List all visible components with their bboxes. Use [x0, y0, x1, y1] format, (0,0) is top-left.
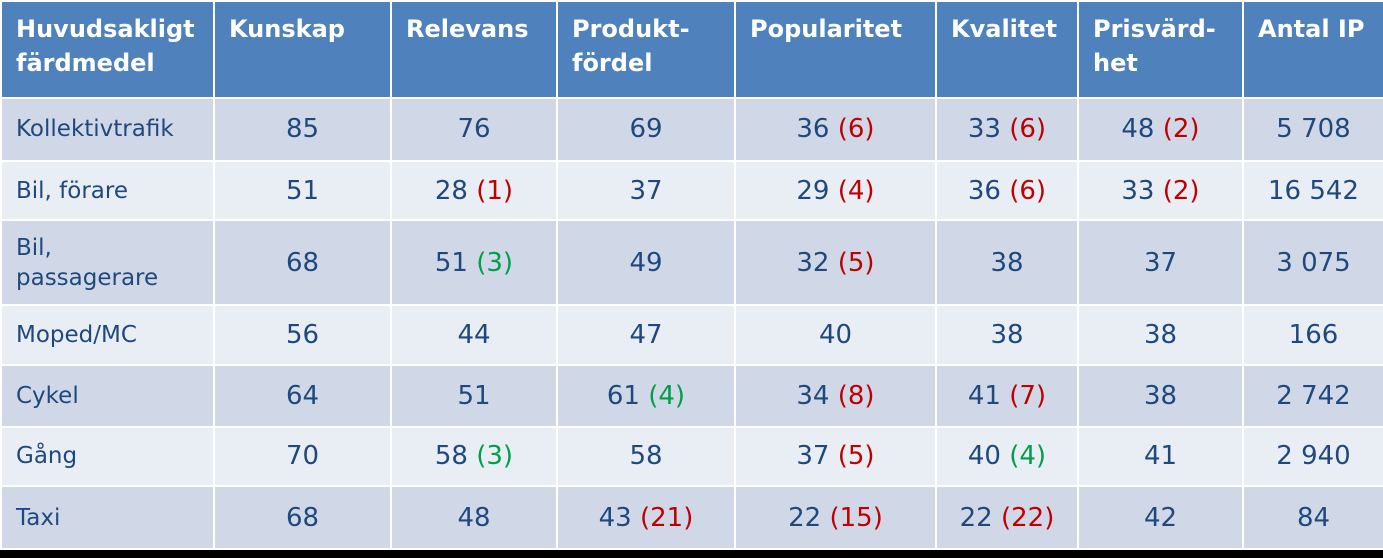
column-header-text: Relevans	[406, 15, 529, 43]
table-cell	[214, 161, 391, 221]
cell-value: 41	[967, 380, 1001, 411]
column-header-text: Produkt-	[572, 15, 690, 43]
cell-note: (7)	[1009, 380, 1047, 411]
cell-value: 38	[1143, 380, 1178, 411]
cell-value: 37	[1143, 247, 1178, 278]
cell-value: 41	[1143, 441, 1178, 472]
table-cell	[1243, 486, 1383, 549]
column-header-text: Popularitet	[750, 15, 903, 43]
table-cell	[735, 305, 936, 365]
cell-note: (4)	[837, 175, 875, 206]
table-cell	[1078, 486, 1243, 549]
cell-value: 58	[629, 441, 663, 472]
table-cell	[391, 161, 557, 221]
table-cell	[391, 486, 557, 549]
cell-value: 36	[967, 175, 1001, 206]
cell-value: 38	[1143, 320, 1178, 351]
cell-note: (8)	[837, 380, 875, 411]
table-cell	[557, 365, 735, 427]
cell-value: 64	[285, 380, 320, 411]
table-cell	[1243, 305, 1383, 365]
table-cell	[936, 98, 1078, 161]
table-cell	[214, 98, 391, 161]
table-cell	[1078, 305, 1243, 365]
table-cell	[936, 305, 1078, 365]
cell-value: 33	[1121, 175, 1155, 206]
table-row	[1, 220, 1383, 305]
cell-value: 51	[285, 175, 320, 206]
column-header-text: Huvudsakligt	[16, 15, 195, 43]
row-label-text: Cykel	[16, 382, 79, 409]
cell-value: 51	[457, 380, 491, 411]
row-label-text: Kollektivtrafik	[16, 116, 174, 143]
cell-value: 2 940	[1276, 441, 1351, 472]
table-row	[1, 161, 1383, 221]
column-header-1	[214, 1, 391, 98]
cell-value: 34	[796, 380, 830, 411]
cell-note: (6)	[1009, 175, 1047, 206]
cell-value: 48	[457, 502, 491, 533]
cell-note: (5)	[837, 247, 875, 278]
table-cell	[1243, 220, 1383, 305]
cell-value: 56	[285, 320, 320, 351]
cell-value: 37	[796, 441, 830, 472]
row-label	[1, 220, 214, 305]
table-cell	[1078, 220, 1243, 305]
cell-value: 42	[1143, 502, 1178, 533]
column-header-text: färdmedel	[16, 49, 155, 77]
cell-note: (4)	[1009, 441, 1047, 472]
column-header-text: Antal IP	[1258, 15, 1365, 43]
cell-value: 36	[796, 114, 830, 145]
table-cell	[214, 486, 391, 549]
column-header-5	[936, 1, 1078, 98]
column-header-text: Prisvärd-	[1093, 15, 1216, 43]
row-label-text: Bil,	[16, 234, 52, 261]
row-label-text: Bil, förare	[16, 177, 129, 204]
row-label	[1, 305, 214, 365]
table-row	[1, 365, 1383, 427]
column-header-text: fördel	[572, 49, 653, 77]
table-row	[1, 98, 1383, 161]
cell-value: 70	[285, 441, 320, 472]
table-cell	[1078, 161, 1243, 221]
table-cell	[735, 161, 936, 221]
row-label-text: Gång	[16, 443, 78, 470]
table-cell	[214, 220, 391, 305]
row-label	[1, 365, 214, 427]
table-cell	[936, 427, 1078, 487]
table-cell	[214, 305, 391, 365]
table-cell	[1078, 427, 1243, 487]
table-cell	[214, 365, 391, 427]
column-header-2	[391, 1, 557, 98]
cell-value: 85	[285, 114, 320, 145]
column-header-text: Kunskap	[229, 15, 345, 43]
cell-note: (6)	[837, 114, 875, 145]
cell-value: 68	[285, 247, 320, 278]
cell-note: (22)	[1000, 502, 1055, 533]
table-cell	[391, 305, 557, 365]
cell-note: (2)	[1162, 114, 1200, 145]
column-header-7	[1243, 1, 1383, 98]
row-label	[1, 427, 214, 487]
table-cell	[557, 427, 735, 487]
cell-value: 22	[788, 502, 822, 533]
table-cell	[1243, 427, 1383, 487]
cell-value: 48	[1121, 114, 1155, 145]
table-cell	[391, 98, 557, 161]
cell-note: (5)	[837, 441, 875, 472]
table-cell	[557, 161, 735, 221]
table-cell	[936, 486, 1078, 549]
cell-value: 28	[434, 175, 468, 206]
row-label-text: Taxi	[16, 504, 61, 531]
table-cell	[735, 427, 936, 487]
cell-value: 32	[796, 247, 830, 278]
table-cell	[557, 220, 735, 305]
cell-value: 47	[629, 320, 663, 351]
cell-value: 33	[967, 114, 1001, 145]
table-row	[1, 427, 1383, 487]
table-cell	[391, 365, 557, 427]
cell-value: 43	[598, 502, 632, 533]
cell-note: (3)	[476, 441, 514, 472]
cell-value: 22	[959, 502, 993, 533]
cell-note: (6)	[1009, 114, 1047, 145]
cell-note: (3)	[476, 247, 514, 278]
table-row	[1, 305, 1383, 365]
cell-value: 38	[990, 320, 1024, 351]
table-cell	[735, 220, 936, 305]
cell-value: 37	[629, 175, 663, 206]
cell-value: 68	[285, 502, 320, 533]
table-cell	[936, 161, 1078, 221]
cell-note: (1)	[476, 175, 514, 206]
table-cell	[391, 427, 557, 487]
cell-value: 40	[818, 320, 853, 351]
cell-value: 61	[606, 380, 640, 411]
cell-value: 5 708	[1276, 114, 1351, 145]
cell-value: 49	[629, 247, 663, 278]
cell-value: 69	[629, 114, 663, 145]
column-header-text: Kvalitet	[951, 15, 1058, 43]
cell-value: 76	[457, 114, 491, 145]
table-cell	[735, 365, 936, 427]
table-cell	[214, 427, 391, 487]
table-cell	[1243, 161, 1383, 221]
cell-note: (15)	[829, 502, 883, 533]
table-cell	[1078, 98, 1243, 161]
table-cell	[557, 98, 735, 161]
row-label-text: Moped/MC	[16, 322, 137, 349]
cell-value: 166	[1288, 320, 1339, 351]
table-cell	[735, 486, 936, 549]
row-label-text: passagerare	[16, 264, 159, 291]
table-cell	[1243, 98, 1383, 161]
cell-value: 29	[796, 175, 830, 206]
cell-note: (2)	[1162, 175, 1200, 206]
cell-value: 40	[967, 441, 1001, 472]
table-cell	[735, 98, 936, 161]
cell-value: 3 075	[1276, 247, 1351, 278]
cell-value: 38	[990, 247, 1024, 278]
column-header-0	[1, 1, 214, 98]
column-header-text: het	[1093, 49, 1138, 77]
cell-value: 16 542	[1268, 175, 1359, 206]
header-row	[1, 1, 1383, 98]
table-cell	[557, 305, 735, 365]
cell-value: 51	[434, 247, 468, 278]
cell-note: (21)	[639, 502, 694, 533]
cell-value: 44	[457, 320, 491, 351]
row-label	[1, 98, 214, 161]
table-cell	[557, 486, 735, 549]
table-cell	[391, 220, 557, 305]
table-cell	[1078, 365, 1243, 427]
row-label	[1, 486, 214, 549]
column-header-4	[735, 1, 936, 98]
cell-value: 2 742	[1276, 380, 1351, 411]
cell-value: 84	[1296, 502, 1331, 533]
table-cell	[936, 365, 1078, 427]
column-header-3	[557, 1, 735, 98]
column-header-6	[1078, 1, 1243, 98]
table-cell	[1243, 365, 1383, 427]
cell-note: (4)	[648, 380, 686, 411]
cell-value: 58	[434, 441, 468, 472]
table-cell	[936, 220, 1078, 305]
table-row	[1, 486, 1383, 549]
row-label	[1, 161, 214, 221]
